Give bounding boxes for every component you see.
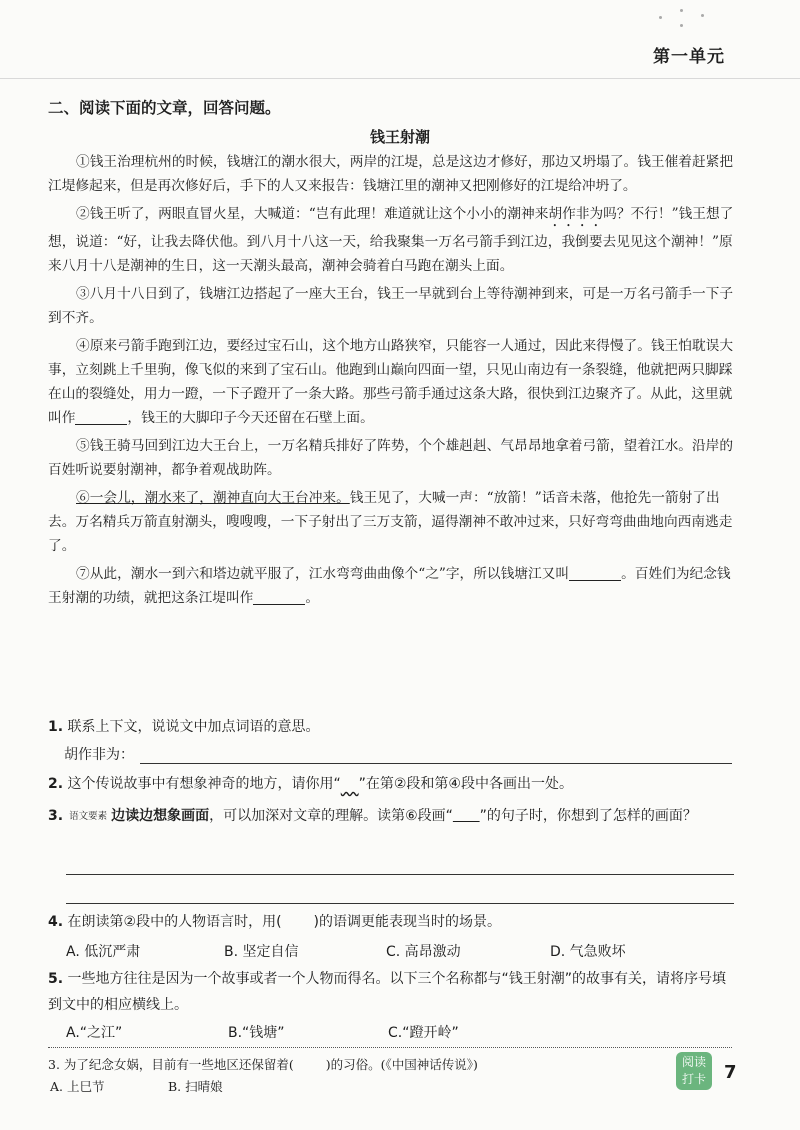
question-5-number: 5. bbox=[48, 971, 64, 987]
question-1-text: 联系上下文，说说文中加点词语的意思。 bbox=[67, 719, 320, 735]
option-c: C.“蹬开岭” bbox=[388, 1025, 459, 1041]
decor-dot bbox=[701, 14, 704, 17]
article-title: 钱王射潮 bbox=[369, 128, 430, 146]
paragraph-2-part-a: ②钱王听了，两眼直冒火星，大喊道：“岂有此理！难道就让这个小小的潮神来 bbox=[76, 206, 549, 222]
question-3-number: 3. bbox=[48, 808, 64, 824]
question-1-number: 1. bbox=[48, 719, 64, 735]
article-body bbox=[48, 150, 738, 614]
question-2-part-b: ”在第②段和第④段中各画出一处。 bbox=[358, 776, 573, 792]
paragraph-2-part-b: 吗？不行！”钱王想了想，说道：“好，让我去降伏他。到八月十八这一天，给我聚集一万名弓箭手到江边，我倒要去见见这个潮神！”原来八月十八是潮神的生日，这一天潮头最高，潮神会骑着白马跑在潮头上面。 bbox=[48, 206, 734, 274]
fill-blank-1[interactable] bbox=[75, 409, 127, 425]
paragraph-4-part-b: ，钱王的大脚印子今天还留在石壁上面。 bbox=[127, 410, 374, 426]
footer-question bbox=[48, 1055, 478, 1073]
question-5-text: 一些地方往往是因为一个故事或者一个人物而得名。以下三个名称都与“钱王射潮”的故事有关，请将序号填到文中的相应横线上。 bbox=[48, 971, 727, 1013]
question-3-part-b: ”的句子时，你想到了怎样的画面？ bbox=[479, 808, 697, 824]
answer-line-q3-2[interactable] bbox=[66, 903, 734, 904]
answer-line-q1[interactable] bbox=[140, 763, 732, 764]
page-number: 7 bbox=[724, 1062, 737, 1083]
paragraph-7 bbox=[48, 562, 738, 610]
dotted-word: 胡作非为 bbox=[548, 206, 604, 222]
paragraph-2 bbox=[48, 202, 738, 278]
option-b[interactable]: B. 坚定自信 bbox=[224, 944, 299, 960]
paragraph-6-part-b: 钱王见了，大喊一声：“放箭！”话音未落，他抢先一箭射了出去。万名精兵万箭直射潮头，嗖嗖嗖，一下子射出了三万支箭，逼得潮神不敢冲过来，只好弯弯曲曲地向西南逃走了。 bbox=[48, 490, 733, 554]
footer-option-a: A. 上巳节 bbox=[50, 1079, 105, 1094]
question-3-part-a: ，可以加深对文章的理解。读第⑥段画“ bbox=[209, 808, 453, 824]
option-c[interactable]: C. 高昂激动 bbox=[386, 944, 461, 960]
section-title: 二、阅读下面的文章，回答问题。 bbox=[48, 99, 281, 117]
header-divider bbox=[0, 78, 800, 79]
fill-blank-3[interactable] bbox=[253, 589, 305, 605]
paragraph-7-part-a: ⑦从此，潮水一到六和塔边就平服了，江水弯弯曲曲像个“之”字，所以钱塘江又叫 bbox=[76, 566, 570, 582]
paragraph-7-part-b: 。百姓们为纪念钱王射潮的功绩，就把这条江堤叫作 bbox=[48, 566, 731, 606]
decor-dot bbox=[680, 24, 683, 27]
question-4-number: 4. bbox=[48, 914, 64, 930]
question-4-part-b: )的语调更能表现当时的场景。 bbox=[313, 914, 501, 930]
paragraph-4 bbox=[48, 334, 738, 430]
paragraph-3: ③八月十八日到了，钱塘江边搭起了一座大王台，钱王一早就到台上等待潮神到来，可是一万名弓箭手一下子到不齐。 bbox=[48, 286, 734, 326]
question-3-key: 边读边想象画面 bbox=[111, 808, 210, 824]
question-1 bbox=[48, 716, 738, 736]
footer-option-b: B. 扫晴娘 bbox=[168, 1079, 223, 1094]
question-5 bbox=[48, 966, 738, 1018]
paragraph-6 bbox=[48, 486, 738, 558]
option-a[interactable]: A. 低沉严肃 bbox=[66, 944, 141, 960]
unit-label: 第一单元 bbox=[653, 47, 725, 67]
answer-line-q3-1[interactable] bbox=[66, 874, 734, 875]
option-a: A.“之江” bbox=[66, 1025, 123, 1041]
decor-dot bbox=[680, 9, 683, 12]
badge-line-1: 阅读 bbox=[681, 1055, 706, 1069]
footer-question-part-b: )的习俗。(《中国神话传说》) bbox=[325, 1057, 478, 1072]
reading-checkin-badge[interactable] bbox=[676, 1052, 712, 1090]
wavy-mark bbox=[341, 776, 359, 792]
question-2 bbox=[48, 773, 738, 793]
paragraph-1: ①钱王治理杭州的时候，钱塘江的潮水很大，两岸的江堤，总是这边才修好，那边又坍塌了。钱王催着赶紧把江堤修起来，但是再次修好后，手下的人又来报告：钱塘江里的潮神又把刚修好的江堤给冲坍了。 bbox=[48, 154, 734, 194]
paragraph-7-part-c: 。 bbox=[305, 590, 320, 606]
fill-blank-2[interactable] bbox=[569, 565, 621, 581]
question-2-number: 2. bbox=[48, 776, 64, 792]
option-b: B.“钱塘” bbox=[228, 1025, 285, 1041]
question-4 bbox=[48, 911, 738, 931]
question-4-part-a: 在朗读第②段中的人物语言时，用( bbox=[67, 914, 282, 930]
badge-line-2: 打卡 bbox=[681, 1072, 706, 1086]
question-3-tag: 语文要素 bbox=[69, 811, 108, 822]
paragraph-4-part-a: ④原来弓箭手跑到江边，要经过宝石山，这个地方山路狭窄，只能容一人通过，因此来得慢了。钱王怕耽误大事，立刻跳上千里驹，像飞似的来到了宝石山。他跑到山巅向四面一望，只见山南边有一条裂缝，他就把两只脚踩在山的裂缝处，用力一蹬，一下子蹬开了一条大路。那些弓箭手通过这条大路，很快到江边聚齐了。从此，这里就叫作 bbox=[48, 338, 734, 426]
footer-divider bbox=[48, 1047, 732, 1048]
straight-mark bbox=[453, 808, 480, 824]
question-2-part-a: 这个传说故事中有想象神奇的地方，请你用“ bbox=[67, 776, 341, 792]
option-d[interactable]: D. 气急败坏 bbox=[550, 944, 626, 960]
question-3 bbox=[48, 803, 738, 830]
paragraph-5: ⑤钱王骑马回到江边大王台上，一万名精兵排好了阵势，个个雄赳赳、气昂昂地拿着弓箭，望着江水。沿岸的百姓听说要射潮神，都争着观战助阵。 bbox=[48, 438, 734, 478]
question-1-label: 胡作非为： bbox=[64, 747, 134, 763]
footer-question-part-a: 3. 为了纪念女娲，目前有一些地区还保留着( bbox=[48, 1057, 294, 1072]
decor-dot bbox=[659, 16, 662, 19]
underlined-sentence: ⑥一会儿，潮水来了，潮神直向大王台冲来。 bbox=[76, 490, 350, 506]
